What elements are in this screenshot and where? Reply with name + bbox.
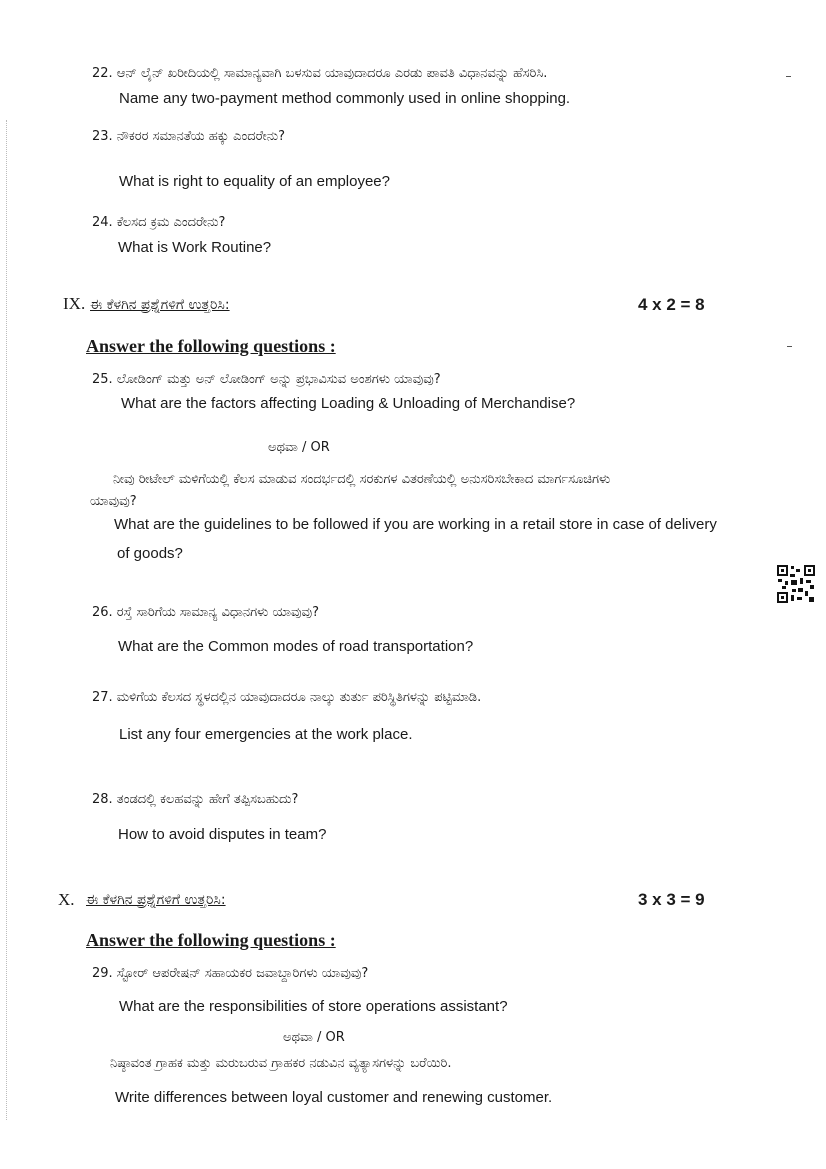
- q29-alt-english: Write differences between loyal customer and renewing customer.: [115, 1089, 553, 1106]
- q24-english: What is Work Routine?: [118, 239, 272, 256]
- section-ix-numeral: IX.: [63, 294, 86, 313]
- q25-alt-kannada-1: ನೀವು ರೀಟೇಲ್ ಮಳಿಗೆಯಲ್ಲಿ ಕೆಲಸ ಮಾಡುವ ಸಂದರ್ಭದಲ್ಲಿ ಸರಕುಗಳ ವಿತರಣೆಯಲ್ಲಿ ಅನುಸರಿಸಬೇಕಾದ ಮಾರ್ಗಸೂಚಿಗಳು: [113, 472, 611, 487]
- q25-alt-english-1: What are the guidelines to be followed if you are working in a retail store in case of delivery: [114, 516, 717, 533]
- q29-kannada: 29. ಸ್ಟೋರ್ ಆಪರೇಷನ್ ಸಹಾಯಕರ ಜವಾಬ್ದಾರಿಗಳು ಯಾವುವು?: [92, 966, 369, 981]
- section-ix-heading: Answer the following questions :: [86, 336, 336, 356]
- q28-kannada: 28. ತಂಡದಲ್ಲಿ ಕಲಹವನ್ನು ಹೇಗೆ ತಪ್ಪಿಸಬಹುದು?: [92, 792, 299, 807]
- q25-kannada: 25. ಲೋಡಿಂಗ್ ಮತ್ತು ಅನ್ ಲೋಡಿಂಗ್ ಅನ್ನು ಪ್ರಭಾವಿಸುವ ಅಂಶಗಳು ಯಾವುವು?: [92, 372, 441, 387]
- margin-mark: [787, 346, 792, 347]
- qr-code-icon: [776, 564, 816, 604]
- q27-kannada: 27. ಮಳಿಗೆಯ ಕೆಲಸದ ಸ್ಥಳದಲ್ಲಿನ ಯಾವುದಾದರೂ ನಾಲ್ಕು ತುರ್ತು ಪರಿಸ್ಥಿತಿಗಳನ್ನು ಪಟ್ಟಿಮಾಡಿ.: [92, 690, 482, 705]
- q23-kannada: 23. ನೌಕರರ ಸಮಾನತೆಯ ಹಕ್ಕು ಎಂದರೇನು?: [92, 129, 286, 144]
- q29-or: ಅಥವಾ / OR: [283, 1030, 345, 1045]
- q26-kannada: 26. ರಸ್ತೆ ಸಾರಿಗೆಯ ಸಾಮಾನ್ಯ ವಿಧಾನಗಳು ಯಾವುವು?: [92, 605, 320, 620]
- page-edge-dots: [6, 120, 8, 1120]
- q25-alt-kannada-2: ಯಾವುವು?: [90, 494, 137, 509]
- q26-english: What are the Common modes of road transportation?: [118, 638, 474, 655]
- q25-alt-english-2: of goods?: [117, 545, 183, 562]
- section-ix-kannada: ಈ ಕೆಳಗಿನ ಪ್ರಶ್ನೆಗಳಿಗೆ ಉತ್ತರಿಸಿ:: [90, 297, 230, 313]
- q28-english: How to avoid disputes in team?: [118, 826, 327, 843]
- section-ix-marks: 4 x 2 = 8: [638, 295, 705, 314]
- q25-or: ಅಥವಾ / OR: [268, 440, 330, 455]
- q24-kannada: 24. ಕೆಲಸದ ಕ್ರಮ ಎಂದರೇನು?: [92, 215, 226, 230]
- section-x-heading: Answer the following questions :: [86, 930, 336, 950]
- q27-english: List any four emergencies at the work place.: [119, 726, 413, 743]
- section-x-kannada: ಈ ಕೆಳಗಿನ ಪ್ರಶ್ನೆಗಳಿಗೆ ಉತ್ತರಿಸಿ:: [86, 892, 226, 908]
- q29-english: What are the responsibilities of store operations assistant?: [119, 998, 508, 1015]
- margin-mark: [786, 76, 791, 77]
- q23-english: What is right to equality of an employee?: [119, 173, 390, 190]
- q22-english: Name any two-payment method commonly used in online shopping.: [119, 90, 571, 107]
- q25-english: What are the factors affecting Loading & Unloading of Merchandise?: [121, 395, 576, 412]
- section-x-marks: 3 x 3 = 9: [638, 890, 705, 909]
- q29-alt-kannada: ನಿಷ್ಠಾವಂತ ಗ್ರಾಹಕ ಮತ್ತು ಮರುಬರುವ ಗ್ರಾಹಕರ ನಡುವಿನ ವ್ಯತ್ಯಾಸಗಳನ್ನು ಬರೆಯಿರಿ.: [110, 1056, 452, 1071]
- section-x-numeral: X.: [58, 890, 75, 909]
- q22-kannada: 22. ಆನ್ ಲೈನ್ ಖರೀದಿಯಲ್ಲಿ ಸಾಮಾನ್ಯವಾಗಿ ಬಳಸುವ ಯಾವುದಾದರೂ ಎರಡು ಪಾವತಿ ವಿಧಾನವನ್ನು ಹೆಸರಿಸಿ.: [92, 66, 548, 81]
